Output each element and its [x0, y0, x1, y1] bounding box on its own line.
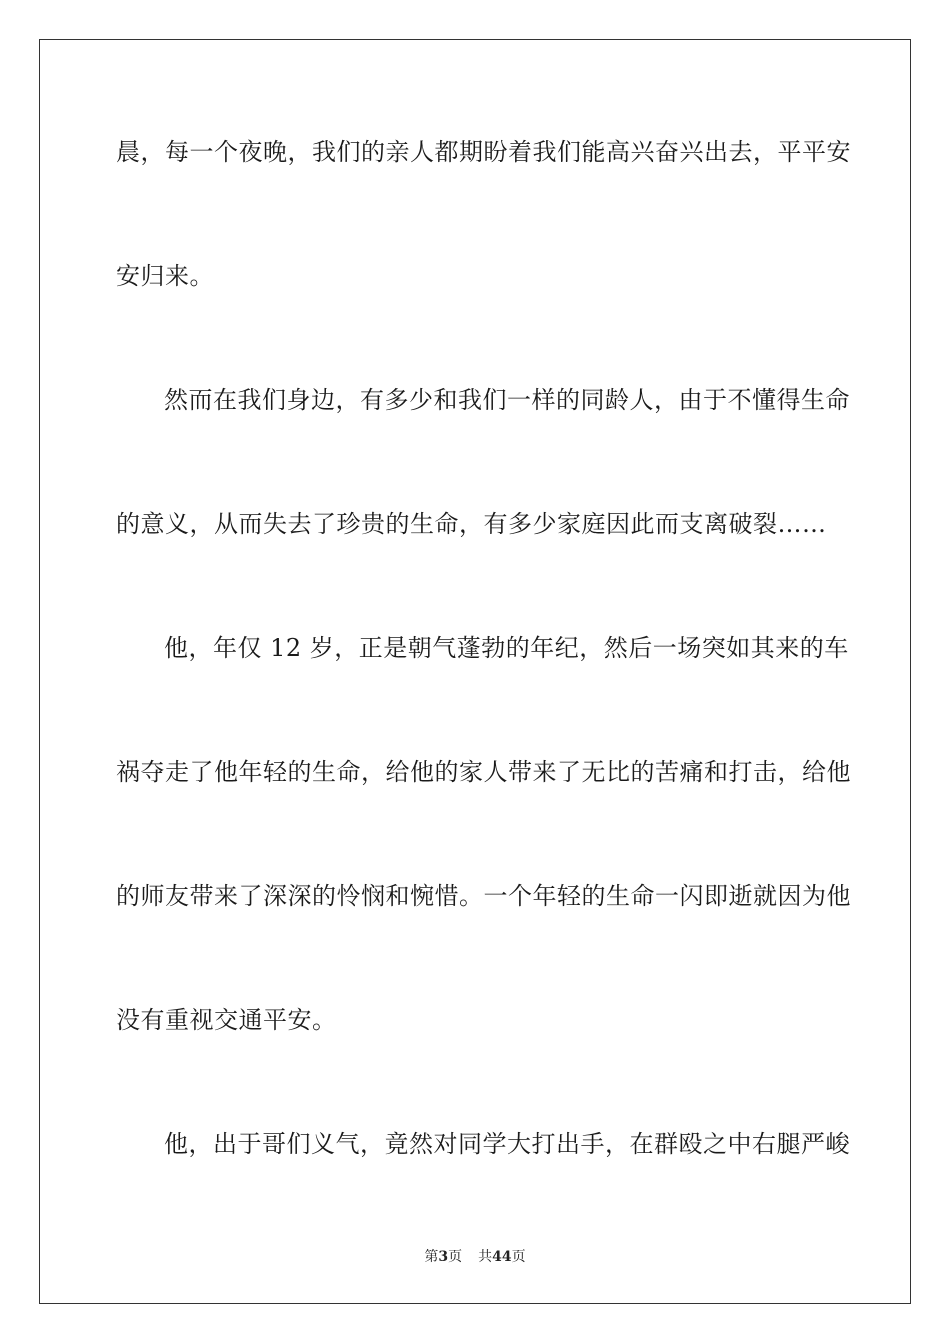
text-line-3: 然而在我们身边，有多少和我们一样的同龄人，由于不懂得生命 — [164, 386, 850, 414]
text-line-9: 他，出于哥们义气，竟然对同学大打出手，在群殴之中右腿严峻 — [164, 1130, 850, 1158]
total-suffix: 页 — [511, 1249, 526, 1265]
text-line-4: 的意义，从而失去了珍贵的生命，有多少家庭因此而支离破裂…… — [116, 510, 827, 538]
text-line-7: 的师友带来了深深的怜悯和惋惜。一个年轻的生命一闪即逝就因为他 — [116, 882, 851, 910]
text-line-2: 安归来。 — [116, 262, 214, 290]
page-suffix: 页 — [448, 1249, 463, 1265]
page-footer — [0, 1248, 950, 1266]
page-frame — [39, 39, 911, 1304]
page-number: 3 — [438, 1249, 449, 1265]
page-prefix: 第 — [424, 1249, 439, 1265]
total-pages: 44 — [492, 1249, 512, 1265]
text-line-1: 晨，每一个夜晚，我们的亲人都期盼着我们能高兴奋兴出去，平平安 — [116, 138, 851, 166]
text-line-6: 祸夺走了他年轻的生命，给他的家人带来了无比的苦痛和打击，给他 — [116, 758, 851, 786]
text-line-5: 他，年仅 12 岁，正是朝气蓬勃的年纪，然后一场突如其来的车 — [164, 634, 849, 662]
total-prefix: 共 — [478, 1249, 493, 1265]
text-line-8: 没有重视交通平安。 — [116, 1006, 337, 1034]
